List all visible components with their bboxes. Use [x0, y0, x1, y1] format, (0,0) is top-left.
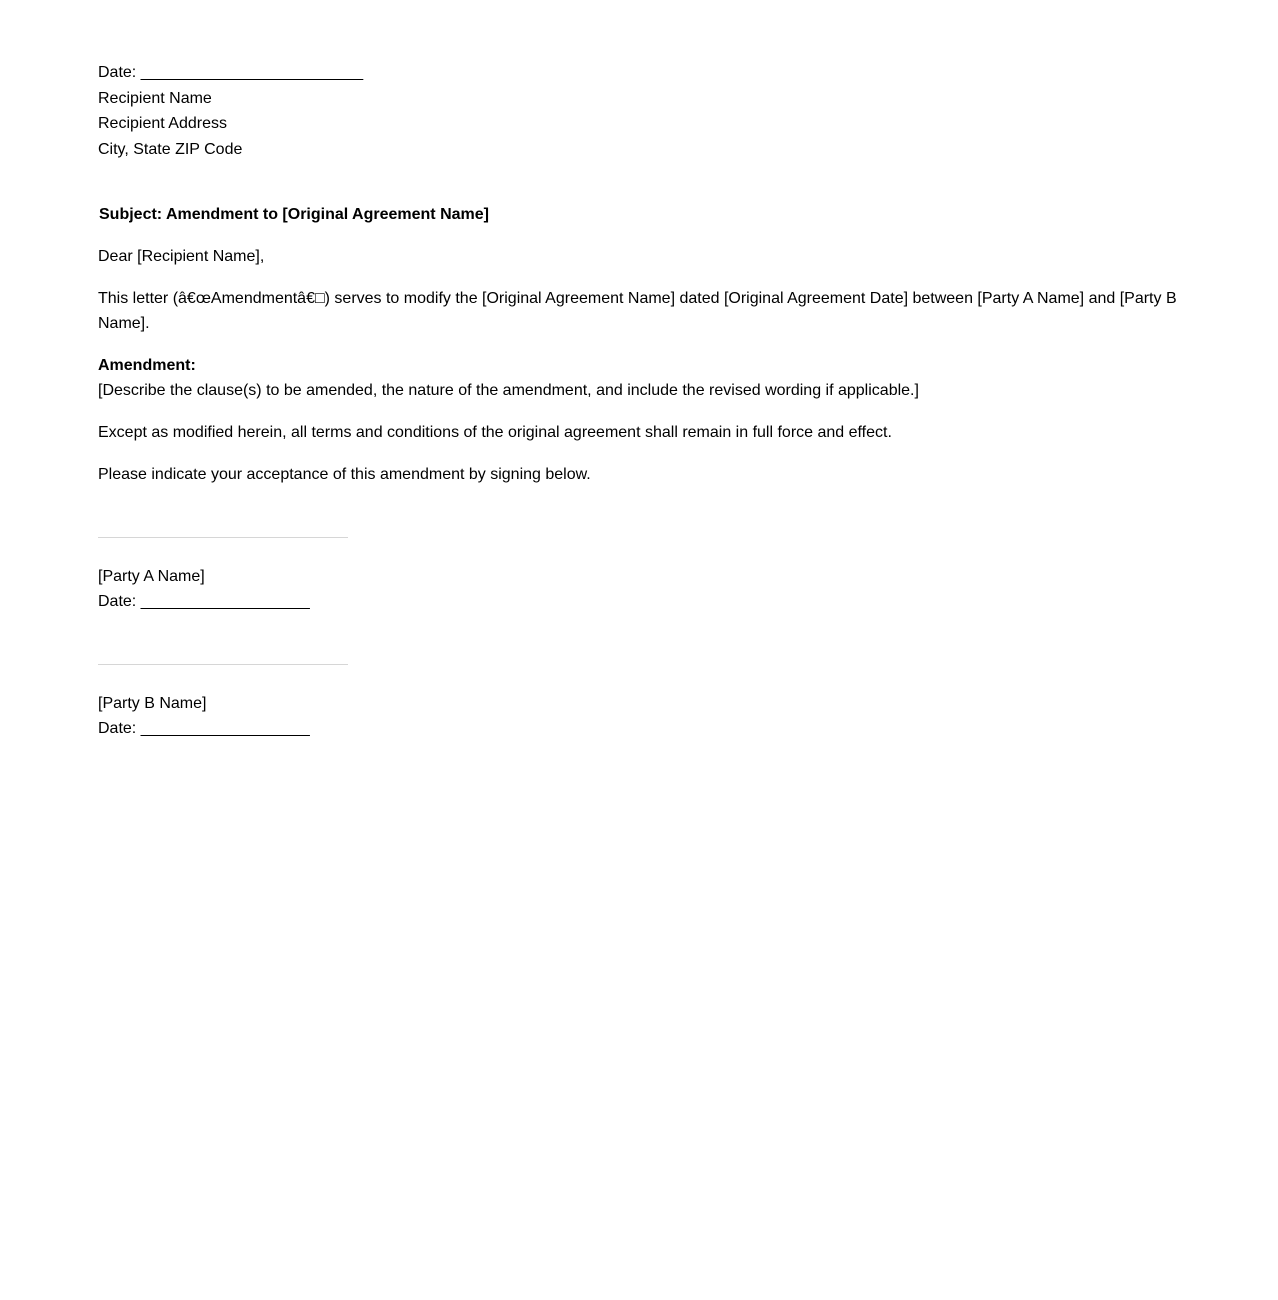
party-b-date: Date: ___________________ — [98, 720, 310, 737]
signature-line — [98, 664, 348, 665]
signature-block-b — [98, 664, 1188, 741]
party-a-date: Date: ___________________ — [98, 593, 310, 610]
letter-document — [98, 60, 1188, 741]
salutation: Dear [Recipient Name], — [98, 248, 265, 265]
date-field: Date: _________________________ — [98, 64, 364, 81]
party-b-name: [Party B Name] — [98, 695, 207, 712]
except-clause: Except as modified herein, all terms and conditions of the original agreement shall remain in full force and effect. — [98, 424, 892, 441]
amendment-body: [Describe the clause(s) to be amended, the nature of the amendment, and include the revised wording if applicable.] — [98, 382, 919, 399]
recipient-name: Recipient Name — [98, 89, 212, 107]
recipient-address: Recipient Address — [98, 115, 227, 132]
recipient-block — [98, 60, 1188, 162]
acceptance-text: Please indicate your acceptance of this amendment by signing below. — [98, 466, 591, 483]
party-a-name: [Party A Name] — [98, 568, 205, 585]
intro-paragraph: This letter (â€œAmendmentâ€□) serves to modify the [Original Agreement Name] dated [Original Agreement Date] between [Party A Name] and [Party B Name]. — [98, 290, 1177, 332]
city-state-zip: City, State ZIP Code — [98, 140, 243, 158]
signature-line — [98, 537, 348, 538]
amendment-heading: Amendment: — [98, 357, 196, 374]
amendment-section — [98, 353, 1188, 403]
subject-line: Subject: Amendment to [Original Agreement Name] — [99, 206, 489, 223]
signature-block-a — [98, 537, 1188, 614]
